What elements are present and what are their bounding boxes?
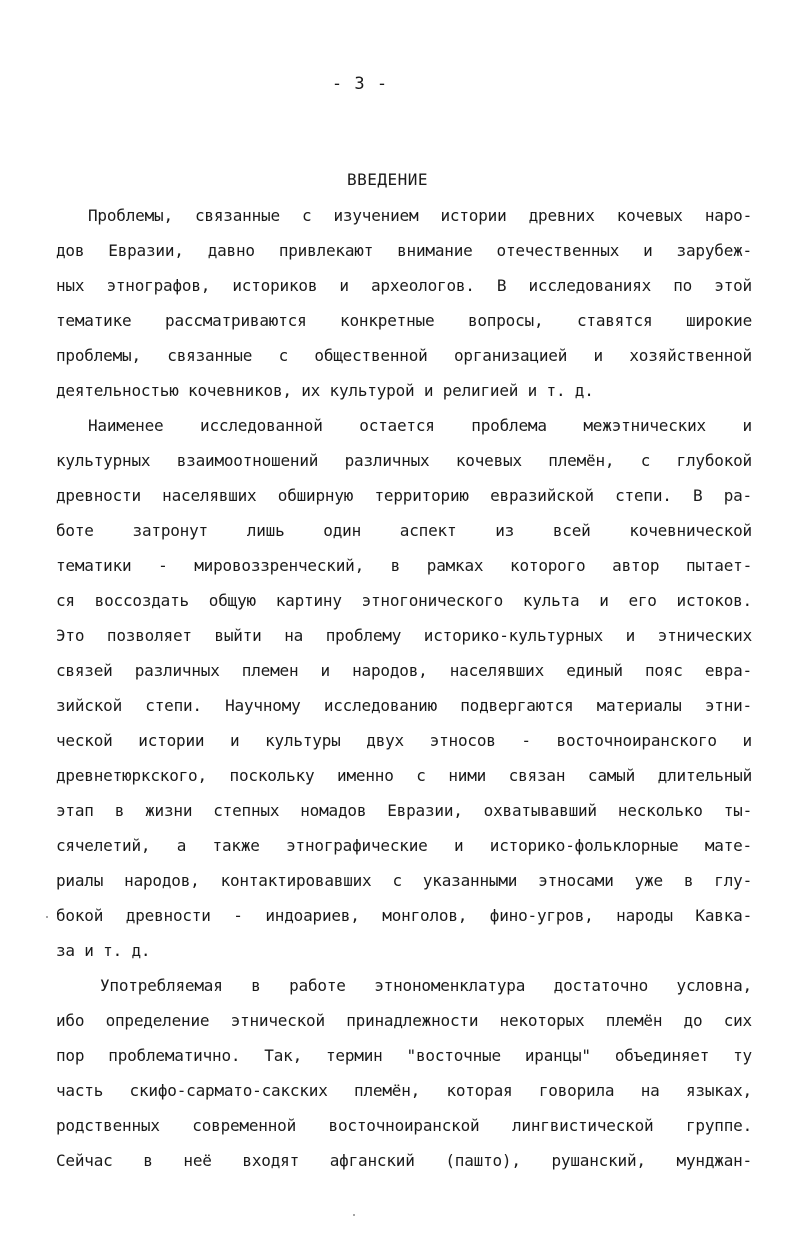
text-line: риалы народов, контактировавших с указанными этносами уже в глу- bbox=[56, 871, 752, 890]
text-line: за и т. д. bbox=[56, 941, 151, 960]
text-line: ческой истории и культуры двух этносов - восточноиранского и bbox=[56, 731, 752, 750]
text-line: зийской степи. Научному исследованию подвергаются материалы этни- bbox=[56, 696, 752, 715]
text-line: деятельностью кочевников, их культурой и религией и т. д. bbox=[56, 381, 594, 400]
text-line: сячелетий, а также этнографические и историко-фольклорные мате- bbox=[56, 836, 752, 855]
text-line: часть скифо-сармато-сакских племён, которая говорила на языках, bbox=[56, 1081, 752, 1100]
text-line: бокой древности - индоариев, монголов, фино-угров, народы Кавка- bbox=[56, 906, 752, 925]
text-line: дов Евразии, давно привлекают внимание отечественных и зарубеж- bbox=[56, 241, 752, 260]
text-line: связей различных племен и народов, населявших единый пояс евра- bbox=[56, 661, 752, 680]
text-line: Сейчас в неё входят афганский (пашто), рушанский, мунджан- bbox=[56, 1151, 752, 1170]
text-line: ных этнографов, историков и археологов. В исследованиях по этой bbox=[56, 276, 752, 295]
text-line: Это позволяет выйти на проблему историко-культурных и этнических bbox=[56, 626, 752, 645]
scan-speck bbox=[353, 1214, 355, 1216]
section-heading: ВВЕДЕНИЕ bbox=[346, 170, 429, 189]
text-line: проблемы, связанные с общественной организацией и хозяйственной bbox=[56, 346, 752, 365]
text-line: ибо определение этнической принадлежности некоторых племён до сих bbox=[56, 1011, 752, 1030]
text-line: боте затронут лишь один аспект из всей кочевнической bbox=[56, 521, 752, 540]
text-line: пор проблематично. Так, термин "восточные иранцы" объединяет ту bbox=[56, 1046, 752, 1065]
text-line: тематике рассматриваются конкретные вопросы, ставятся широкие bbox=[56, 311, 752, 330]
page-number: - 3 - bbox=[331, 74, 389, 94]
text-line: ся воссоздать общую картину этногонического культа и его истоков. bbox=[56, 591, 752, 610]
text-line: культурных взаимоотношений различных кочевых племён, с глубокой bbox=[56, 451, 752, 470]
text-line: тематики - мировоззренческий, в рамках которого автор пытает- bbox=[56, 556, 752, 575]
text-line: древнетюркского, поскольку именно с ними связан самый длительный bbox=[56, 766, 752, 785]
scan-speck bbox=[46, 916, 48, 918]
text-line: этап в жизни степных номадов Евразии, охватывавший несколько ты- bbox=[56, 801, 752, 820]
text-line: родственных современной восточноиранской лингвистической группе. bbox=[56, 1116, 752, 1135]
text-line: Наименее исследованной остается проблема межэтнических и bbox=[88, 416, 752, 435]
text-line: Проблемы, связанные с изучением истории древних кочевых наро- bbox=[88, 206, 752, 225]
text-line: древности населявших обширную территорию евразийской степи. В ра- bbox=[56, 486, 752, 505]
text-line: Употребляемая в работе этнономенклатура достаточно условна, bbox=[100, 976, 752, 995]
